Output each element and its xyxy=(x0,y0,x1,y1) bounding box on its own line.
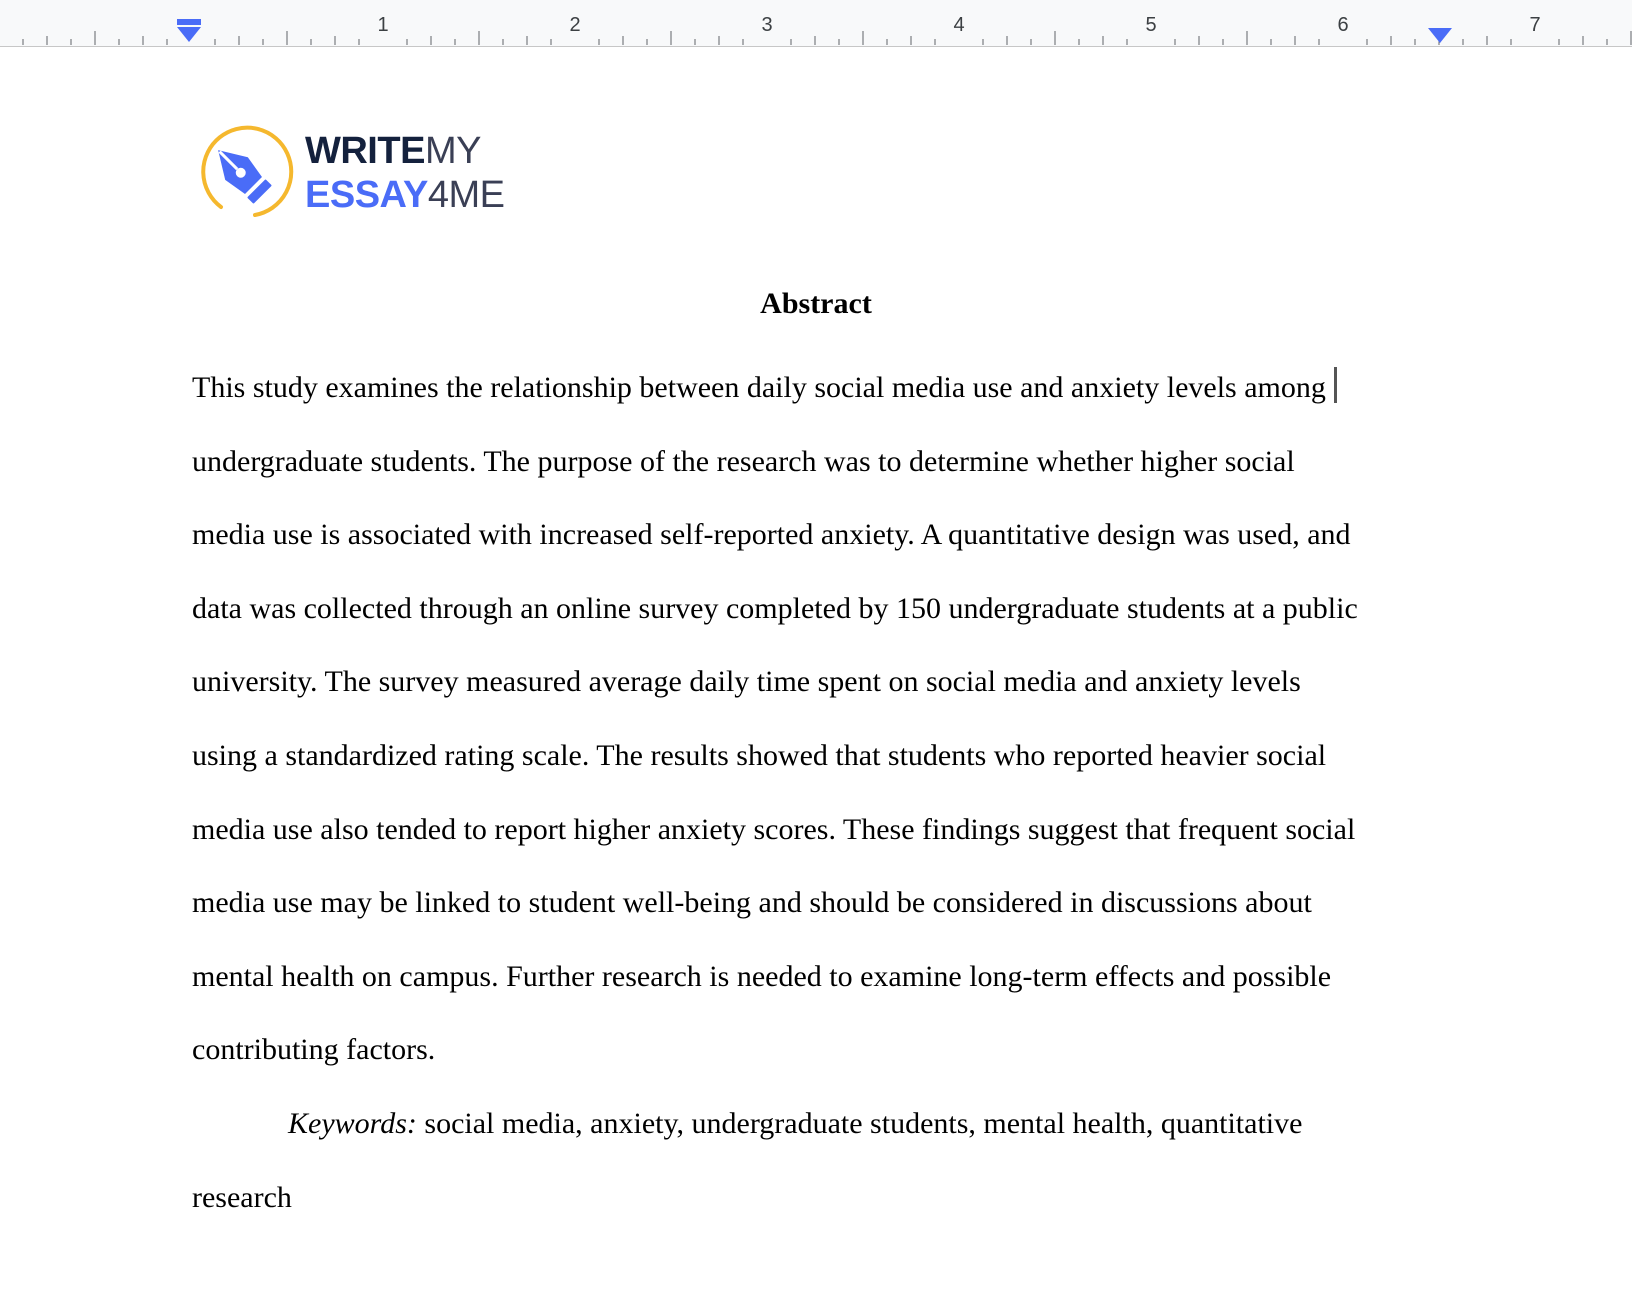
paragraph-line[interactable]: media use also tended to report higher anxiety scores. These findings suggest that frequent social xyxy=(192,812,1356,846)
paragraph-line[interactable]: media use may be linked to student well-being and should be considered in discussions about xyxy=(192,886,1312,920)
pen-nib-logo-icon xyxy=(195,123,295,223)
right-indent-marker-icon[interactable] xyxy=(1427,26,1453,44)
paragraph-line-text: This study examines the relationship between daily social media use and anxiety levels among xyxy=(192,371,1326,404)
ruler-number: 3 xyxy=(761,14,773,36)
logo-word-4me: 4ME xyxy=(427,174,505,216)
logo-word-essay: ESSAY xyxy=(305,174,428,216)
ruler-number: 2 xyxy=(569,14,581,36)
logo xyxy=(195,123,525,223)
ruler-number: 1 xyxy=(377,14,389,36)
paragraph-line[interactable]: contributing factors. xyxy=(192,1033,436,1067)
ruler-number: 5 xyxy=(1145,14,1157,36)
paragraph-line[interactable]: mental health on campus. Further research is needed to examine long-term effects and possible xyxy=(192,959,1332,993)
keywords-text: social media, anxiety, undergraduate students, mental health, quantitative xyxy=(416,1106,1303,1140)
ruler-number: 6 xyxy=(1337,14,1349,36)
document-title[interactable]: Abstract xyxy=(760,287,872,320)
ruler-ticks xyxy=(0,0,1632,46)
keywords-label: Keywords: xyxy=(288,1106,417,1140)
paragraph-line[interactable] xyxy=(192,351,1442,425)
paragraph-line[interactable]: using a standardized rating scale. The results showed that students who reported heavier social xyxy=(192,738,1327,772)
keywords-line[interactable]: research xyxy=(192,1180,292,1214)
paragraph-line[interactable]: media use is associated with increased self-reported anxiety. A quantitative design was used, and xyxy=(192,518,1351,552)
ruler-number: 4 xyxy=(953,14,965,36)
logo-word-write: WRITE xyxy=(305,130,425,172)
ruler-number: 7 xyxy=(1529,14,1541,36)
paragraph-line[interactable]: data was collected through an online survey completed by 150 undergraduate students at a public xyxy=(192,591,1358,625)
paragraph-line[interactable]: university. The survey measured average daily time spent on social media and anxiety levels xyxy=(192,665,1301,699)
left-indent-marker-icon[interactable] xyxy=(176,18,202,44)
logo-word-my: MY xyxy=(424,130,481,172)
logo-wordmark xyxy=(305,129,504,217)
document-page[interactable] xyxy=(0,47,1632,1310)
text-cursor xyxy=(1334,367,1337,403)
ruler[interactable] xyxy=(0,0,1632,47)
keywords-line[interactable] xyxy=(192,1087,1442,1161)
abstract-body[interactable] xyxy=(192,351,1442,1234)
paragraph-line[interactable]: undergraduate students. The purpose of the research was to determine whether higher social xyxy=(192,444,1295,478)
